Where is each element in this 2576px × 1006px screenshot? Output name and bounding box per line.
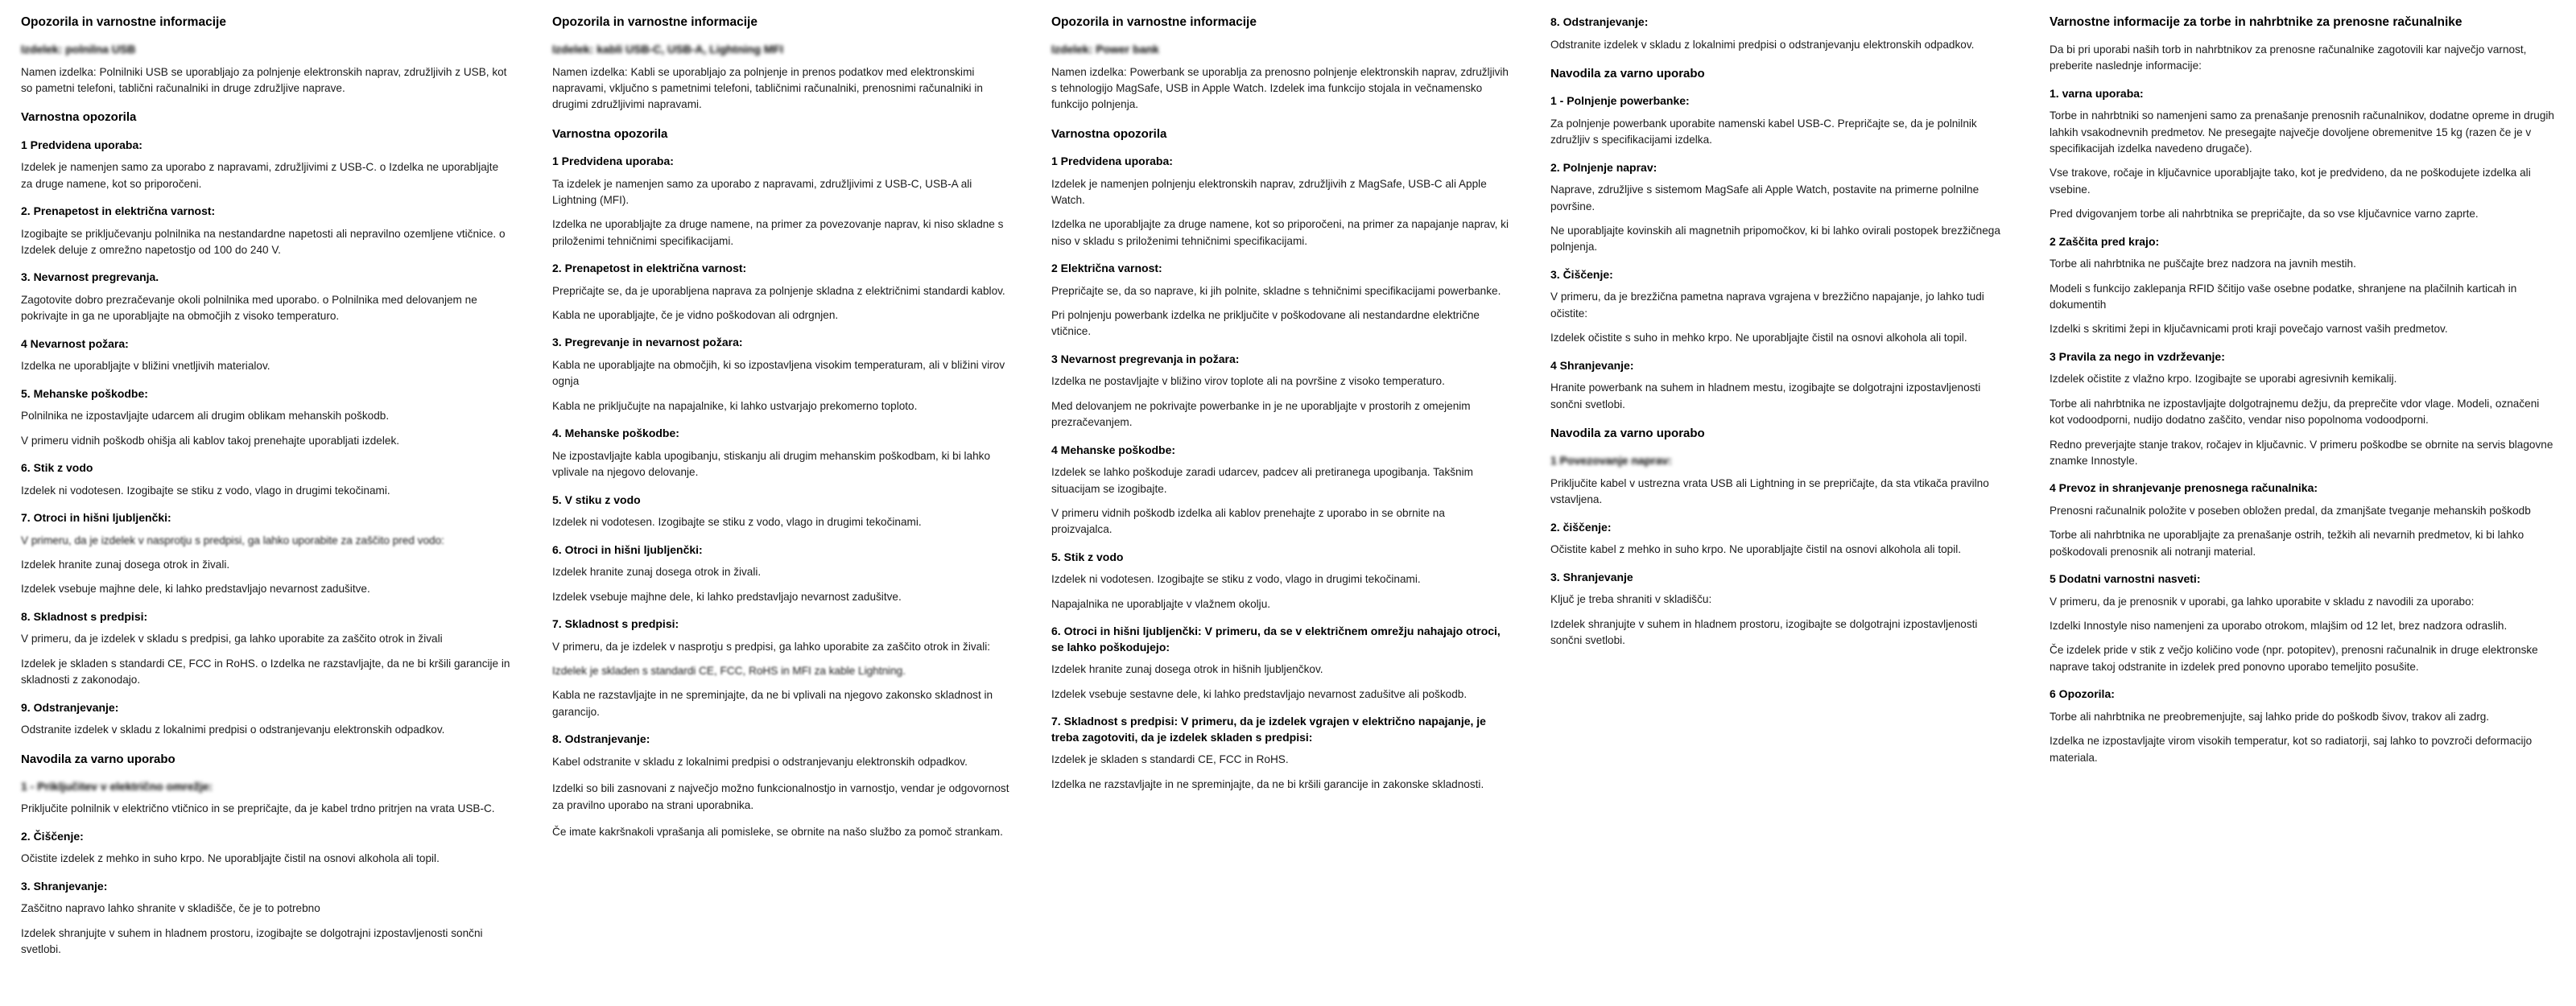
section-title: 1. varna uporaba: (2050, 86, 2144, 100)
section-paragraph: Ta izdelek je namenjen samo za uporabo z napravami, združljivimi z USB-C, USB-A ali Lightning (MFI). (552, 177, 972, 206)
section-paragraph: Polnilnika ne izpostavljajte udarcem ali drugim oblikam mehanskih poškodb. (21, 410, 390, 423)
usage-paragraph: Očistite izdelek z mehko in suho krpo. Ne uporabljajte čistil na osnovi alkohola ali topil. (21, 852, 440, 865)
section-title: 5 Dodatni varnostni nasveti: (2050, 572, 2201, 586)
section-paragraph: Odstranite izdelek v skladu z lokalnimi predpisi o odstranjevanju elektronskih odpadkov. (21, 724, 445, 736)
usage-heading: Navodila za varno uporabo (1550, 66, 1705, 80)
section-paragraph: Izdelek očistite z vlažno krpo. Izogibajte se uporabi agresivnih kemikalij. (2050, 373, 2397, 385)
section-title: 2. Prenapetost in električna varnost: (552, 262, 747, 275)
section-paragraph: V primeru, da je izdelek v skladu s predpisi, ga lahko uporabite za zaščito otrok in živali (21, 633, 443, 645)
footer-paragraph: Izdelki so bili zasnovani z največjo možno funkcionalnostjo in varnostjo, vendar je odgovornost za pravilno uporabo na strani uporabnika. (552, 782, 1009, 811)
section-paragraph: V primeru vidnih poškodb ohišja ali kablov takoj prenehajte uporabljati izdelek. (21, 434, 400, 447)
section-paragraph: Kabla ne priključujte na napajalnike, ki lahko ustvarjajo prekomerno toploto. (552, 399, 918, 412)
section-paragraph: Izdelek je namenjen polnjenju elektronskih naprav, združljivih z MagSafe, USB-C ali Apple Watch. (1051, 177, 1487, 206)
section-title: 3. Nevarnost pregrevanja. (21, 270, 159, 284)
footer-paragraph: Če imate kakršnakoli vprašanja ali pomisleke, se obrnite na našo službo za pomoč strankam. (552, 825, 1003, 838)
usage-section-title: 2. čiščenje: (1550, 520, 1612, 534)
section-title: 6 Opozorila: (2050, 687, 2115, 701)
section-paragraph: Med delovanjem ne pokrivajte powerbanke in je ne uporabljajte v prostorih z omejenim prezračevanjem. (1051, 399, 1471, 429)
section-heading: Opozorila in varnostne informacije (21, 15, 226, 29)
usage-heading-secondary: Navodila za varno uporabo (1550, 426, 1705, 440)
section-title: 4 Mehanske poškodbe: (1051, 443, 1176, 456)
section-paragraph: Napajalnika ne uporabljajte v vlažnem okolju. (1051, 597, 1271, 610)
section-heading: Opozorila in varnostne informacije (1051, 15, 1257, 29)
section-paragraph: Pri polnjenju powerbank izdelka ne priključite v poškodovane ali nestandardne električne vtičnice. (1051, 309, 1480, 338)
section-paragraph: V primeru, da je prenosnik v uporabi, ga lahko uporabite v skladu z navodili za uporabo: (2050, 595, 2475, 608)
section-paragraph: Vse trakove, ročaje in ključavnice uporabljajte tako, kot je predvideno, da ne poškodujete izdelka ali vsebine. (2050, 167, 2531, 196)
usage-section-title: 2. Čiščenje: (21, 829, 84, 843)
section-paragraph: Ne izpostavljajte kabla upogibanju, stiskanju ali drugim mehanskim poškodbam, ki bi lahko vplivale na njegovo delovanje. (552, 449, 991, 479)
intro-paragraph: Da bi pri uporabi naših torb in nahrbtnikov za prenosne računalnike zagotovili kar največjo varnost, preberite naslednje informacije: (2050, 43, 2527, 72)
usage-section-title: 3. Shranjevanje: (21, 879, 108, 893)
column-backpacks (2029, 14, 2576, 777)
section-title: 2 Električna varnost: (1051, 262, 1162, 275)
usage-paragraph: Izdelek shranjujte v suhem in hladnem prostoru, izogibajte se dolgotrajni izpostavljenosti sončni svetlobi. (1550, 617, 1978, 646)
section-title: 4 Prevoz in shranjevanje prenosnega računalnika: (2050, 481, 2318, 495)
section-paragraph: Izdelek vsebuje sestavne dele, ki lahko predstavljajo nevarnost zadušitve ali poškodb. (1051, 687, 1468, 700)
section-title: 4. Mehanske poškodbe: (552, 427, 679, 440)
section-title: 8. Skladnost s predpisi: (21, 609, 148, 623)
section-paragraph: Prenosni računalnik položite v poseben obložen predal, da zmanjšate tveganje mehanskih poškodb (2050, 504, 2531, 517)
section-paragraph: Odstranite izdelek v skladu z lokalnimi predpisi o odstranjevanju elektronskih odpadkov. (1550, 38, 1975, 51)
section-title: 8. Odstranjevanje: (1550, 15, 1649, 28)
section-title: 5. Mehanske poškodbe: (21, 386, 148, 400)
usage-paragraph: Očistite kabel z mehko in suho krpo. Ne uporabljajte čistil na osnovi alkohola ali topil. (1550, 543, 1962, 556)
column-usb-charger (0, 14, 531, 969)
section-title: 4 Nevarnost požara: (21, 336, 129, 350)
section-paragraph: Pred dvigovanjem torbe ali nahrbtnika se prepričajte, da so vse ključavnice varno zaprte. (2050, 208, 2479, 221)
section-title: 6. Otroci in hišni ljubljenčki: (552, 542, 703, 556)
section-paragraph: Izdelek hranite zunaj dosega otrok in hišnih ljubljenčkov. (1051, 663, 1323, 676)
section-paragraph: V primeru, da je izdelek v nasprotju s predpisi, ga lahko uporabite za zaščito pred vodo: (21, 534, 444, 546)
section-paragraph: Izdelek hranite zunaj dosega otrok in živali. (552, 566, 762, 579)
usage-paragraph: Izdelek očistite s suho in mehko krpo. Ne uporabljajte čistil na osnovi alkohola ali topil. (1550, 332, 1967, 344)
column-cables (531, 14, 1030, 851)
intro-paragraph: Namen izdelka: Powerbank se uporablja za prenosno polnjenje elektronskih naprav, združljivih s tehnologijo MagSafe, USB in Apple Watch. Izdelek ima funkcijo stojala in večnamensko funkcijo polnjenja. (1051, 65, 1509, 111)
usage-paragraph: Priključite polnilnik v električno vtičnico in se prepričajte, da je kabel trdno pritrjen na vrata USB-C. (21, 802, 495, 815)
section-paragraph: Izdelek ni vodotesen. Izogibajte se stiku z vodo, vlago in drugimi tekočinami. (21, 484, 390, 497)
usage-section-title: 4 Shranjevanje: (1550, 358, 1634, 372)
section-title: 5. Stik z vodo (1051, 550, 1124, 563)
usage-paragraph: Zaščitno napravo lahko shranite v skladišče, če je to potrebno (21, 902, 320, 915)
section-title: 7. Otroci in hišni ljubljenčki: (21, 511, 171, 525)
section-paragraph: Torbe ali nahrbtnika ne uporabljajte za prenašanje ostrih, težkih ali nevarnih predmetov, ki bi lahko poškodovali prenosnik ali notranji material. (2050, 529, 2524, 558)
section-paragraph: Torbe ali nahrbtnika ne puščajte brez nadzora na javnih mestih. (2050, 258, 2356, 270)
section-title: 8. Odstranjevanje: (552, 732, 650, 746)
section-title: 9. Odstranjevanje: (21, 700, 119, 714)
section-title: 2. Prenapetost in električna varnost: (21, 204, 216, 217)
section-paragraph: Izdelek je skladen s standardi CE, FCC in RoHS. (1051, 753, 1289, 766)
section-paragraph: Če izdelek pride v stik z večjo količino vode (npr. potopitev), prenosni računalnik in druge elektronske naprave takoj odstranite in izdelek pred ponovno uporabo temeljito posušite. (2050, 644, 2538, 673)
section-paragraph: Izdelka ne razstavljajte in ne spreminjajte, da ne bi kršili garancije in zakonske skladnosti. (1051, 777, 1484, 790)
usage-paragraph: Ne uporabljajte kovinskih ali magnetnih pripomočkov, ki bi lahko ovirali postopek brezžičnega polnjenja. (1550, 224, 2000, 254)
section-paragraph: Zagotovite dobro prezračevanje okoli polnilnika med uporabo. o Polnilnika med delovanjem ne pokrivajte in ga ne uporabljajte na območjih z visoko temperaturo. (21, 293, 477, 323)
section-paragraph: Izdelek vsebuje majhne dele, ki lahko predstavljajo nevarnost zadušitve. (552, 590, 902, 603)
usage-section-title: 1 - Polnjenje powerbanke: (1550, 94, 1690, 108)
intro-paragraph: Namen izdelka: Polnilniki USB se uporabljajo za polnjenje elektronskih naprav, združljivih z USB, kot so pametni telefoni, tablični računalniki in druge združljive naprave. (21, 65, 507, 94)
section-title: 3. Pregrevanje in nevarnost požara: (552, 336, 743, 349)
usage-section-title: 3. Shranjevanje (1550, 570, 1633, 583)
usage-heading: Navodila za varno uporabo (21, 752, 175, 766)
usage-section-title: 1 - Priključitev v električno omrežje: (21, 779, 213, 793)
section-title: 7. Skladnost s predpisi: (552, 616, 679, 630)
usage-paragraph: Hranite powerbank na suhem in hladnem mestu, izogibajte se dolgotrajni izpostavljenosti sončni svetlobi. (1550, 381, 1981, 410)
section-heading: Varnostne informacije za torbe in nahrbtnike za prenosne računalnike (2050, 15, 2462, 29)
usage-section-title: 2. Polnjenje naprav: (1550, 160, 1657, 174)
usage-paragraph: Ključ je treba shraniti v skladišču: (1550, 593, 1712, 606)
section-paragraph: Izdelka ne izpostavljajte virom visokih temperatur, kot so radiatorji, saj lahko to povzroči deformacijo materiala. (2050, 735, 2533, 764)
section-paragraph: Izdelek vsebuje majhne dele, ki lahko predstavljajo nevarnost zadušitve. (21, 583, 370, 596)
section-title: 7. Skladnost s predpisi: V primeru, da je izdelek vgrajen v električno napajanje, je treba zagotoviti, da je izdelek skladen s predpisi: (1051, 715, 1486, 744)
section-title: 2 Zaščita pred krajo: (2050, 234, 2160, 248)
section-paragraph: Prepričajte se, da je uporabljena naprava za polnjenje skladna z električnimi standardi kablov. (552, 284, 1005, 297)
section-paragraph: Kabla ne uporabljajte na območjih, ki so izpostavljena visokim temperaturam, ali v bližini virov ognja (552, 359, 1005, 388)
product-line: Izdelek: Power bank (1051, 42, 1159, 56)
section-paragraph: Izdelka ne postavljajte v bližino virov toplote ali na površine z visoko temperaturo. (1051, 375, 1445, 388)
intro-paragraph: Namen izdelka: Kabli se uporabljajo za polnjenje in prenos podatkov med elektronskimi napravami, vključno s pametnimi telefoni, tabličnimi računalniki, prenosnimi računalniki in drugimi združljivimi napravami. (552, 65, 983, 111)
section-paragraph: Izdelka ne uporabljajte v bližini vnetljivih materialov. (21, 360, 270, 373)
section-paragraph: Izdelki Innostyle niso namenjeni za uporabo otrokom, mlajšim od 12 let, brez nadzora odraslih. (2050, 620, 2508, 633)
section-title: 1 Predvidena uporaba: (552, 154, 674, 167)
section-paragraph: Kabla ne razstavljajte in ne spreminjajte, da ne bi vplivali na njegovo zakonsko skladnost in garancijo. (552, 689, 993, 718)
section-paragraph: Kabel odstranite v skladu z lokalnimi predpisi o odstranjevanju elektronskih odpadkov. (552, 755, 968, 768)
section-title: 1 Predvidena uporaba: (1051, 154, 1173, 167)
warnings-heading: Varnostna opozorila (1051, 126, 1167, 141)
section-heading: Opozorila in varnostne informacije (552, 15, 758, 29)
section-paragraph: Torbe in nahrbtniki so namenjeni samo za prenašanje prenosnih računalnikov, dodatne opreme in drugih lahkih vsakodnevnih predmetov. Ne presegajte največje dovoljene obremenitve 15 kg (razen če je v specifikacijah izdelka navedeno drugače). (2050, 109, 2554, 155)
section-paragraph: Izdelek ni vodotesen. Izogibajte se stiku z vodo, vlago in drugimi tekočinami. (552, 516, 922, 529)
warnings-heading: Varnostna opozorila (21, 110, 137, 125)
section-paragraph: V primeru vidnih poškodb izdelka ali kablov prenehajte z uporabo in se obrnite na proizvajalca. (1051, 507, 1445, 536)
usage-paragraph: Priključite kabel v ustrezna vrata USB ali Lightning in se prepričajte, da sta vtikača pravilno vstavljena. (1550, 476, 1989, 506)
section-paragraph: Izogibajte se priključevanju polnilnika na nestandardne napetosti ali nepravilno ozemljene vtičnice. o Izdelek deluje z omrežno napetostjo od 100 do 240 V. (21, 227, 506, 256)
section-paragraph: Modeli s funkcijo zaklepanja RFID ščitijo vaše osebne podatke, shranjene na plačilnih karticah in dokumentih (2050, 282, 2517, 311)
section-paragraph: Izdelka ne uporabljajte za druge namene, kot so priporočeni, na primer za napajanje naprav, ki niso v skladu s priloženimi tehničnimi specifikacijami. (1051, 218, 1509, 247)
section-paragraph: Izdelek ni vodotesen. Izogibajte se stiku z vodo, vlago in drugimi tekočinami. (1051, 573, 1421, 586)
usage-paragraph: Izdelek shranjujte v suhem in hladnem prostoru, izogibajte se dolgotrajni izpostavljenosti sončni svetlobi. (21, 926, 483, 956)
section-paragraph: Izdelek se lahko poškoduje zaradi udarcev, padcev ali pretiranega upogibanja. Takšnim situacijam se izogibajte. (1051, 466, 1473, 495)
product-line: Izdelek: kabli USB-C, USB-A, Lightning MFI (552, 42, 783, 56)
section-paragraph: Torbe ali nahrbtnika ne izpostavljajte dolgotrajnemu dežju, da preprečite vdor vlage. Modeli, označeni kot vodoodporni, nudijo dodatno zaščito, vendar niso popolnoma vodoodporni. (2050, 397, 2540, 427)
usage-section-title: 1 Povezovanje naprav: (1550, 454, 1672, 468)
section-paragraph: Prepričajte se, da so naprave, ki jih polnite, skladne s tehničnimi specifikacijami powerbanke. (1051, 284, 1501, 297)
product-line: Izdelek: polnilna USB (21, 42, 136, 56)
section-paragraph: Redno preverjajte stanje trakov, ročajev in ključavnic. V primeru poškodbe se obrnite na servis blagovne znamke Innostyle. (2050, 438, 2553, 467)
usage-section-title: 3. Čiščenje: (1550, 267, 1613, 281)
usage-paragraph: V primeru, da je brezžična pametna naprava vgrajena v brezžično napajanje, jo lahko tudi očistite: (1550, 291, 1984, 320)
column-powerbank (1030, 14, 1530, 803)
section-paragraph: Izdelek je namenjen samo za uporabo z napravami, združljivimi z USB-C. o Izdelka ne uporabljajte za druge namene, kot so priporočeni. (21, 161, 499, 190)
section-paragraph: Izdelki s skritimi žepi in ključavnicami proti kraji povečajo varnost vaših predmetov. (2050, 323, 2448, 336)
section-title: 1 Predvidena uporaba: (21, 138, 142, 151)
section-paragraph: V primeru, da je izdelek v nasprotju s predpisi, ga lahko uporabite za zaščito otrok in živali: (552, 640, 991, 653)
usage-paragraph: Za polnjenje powerbank uporabite namenski kabel USB-C. Prepričajte se, da je polnilnik združljiv s specifikacijami izdelka. (1550, 117, 1977, 146)
section-title: 3 Nevarnost pregrevanja in požara: (1051, 352, 1240, 365)
section-paragraph: Izdelka ne uporabljajte za druge namene, na primer za povezovanje naprav, ki niso skladne s priloženimi tehničnimi specifikacijami. (552, 218, 1004, 247)
section-paragraph: Izdelek je skladen s standardi CE, FCC, RoHS in MFI za kable Lightning. (552, 664, 906, 677)
usage-paragraph: Naprave, združljive s sistemom MagSafe ali Apple Watch, postavite na primerne polnilne površine. (1550, 183, 1979, 212)
section-paragraph: Kabla ne uporabljajte, če je vidno poškodovan ali odrgnjen. (552, 309, 839, 322)
section-title: 6. Stik z vodo (21, 461, 93, 475)
section-paragraph: Izdelek hranite zunaj dosega otrok in živali. (21, 559, 230, 571)
section-title: 5. V stiku z vodo (552, 493, 641, 506)
column-powerbank-usage (1530, 14, 2029, 659)
section-paragraph: Izdelek je skladen s standardi CE, FCC in RoHS. o Izdelka ne razstavljajte, da ne bi kršili garancije in skladnosti z zakonodajo. (21, 657, 510, 686)
section-title: 6. Otroci in hišni ljubljenčki: V primeru, da se v električnem omrežju nahajajo otroci, se lahko poškodujejo: (1051, 625, 1501, 653)
section-paragraph: Torbe ali nahrbtnika ne preobremenjujte, saj lahko pride do poškodb šivov, trakov ali zadrg. (2050, 710, 2490, 723)
warnings-heading: Varnostna opozorila (552, 126, 668, 141)
section-title: 3 Pravila za nego in vzdrževanje: (2050, 349, 2225, 363)
